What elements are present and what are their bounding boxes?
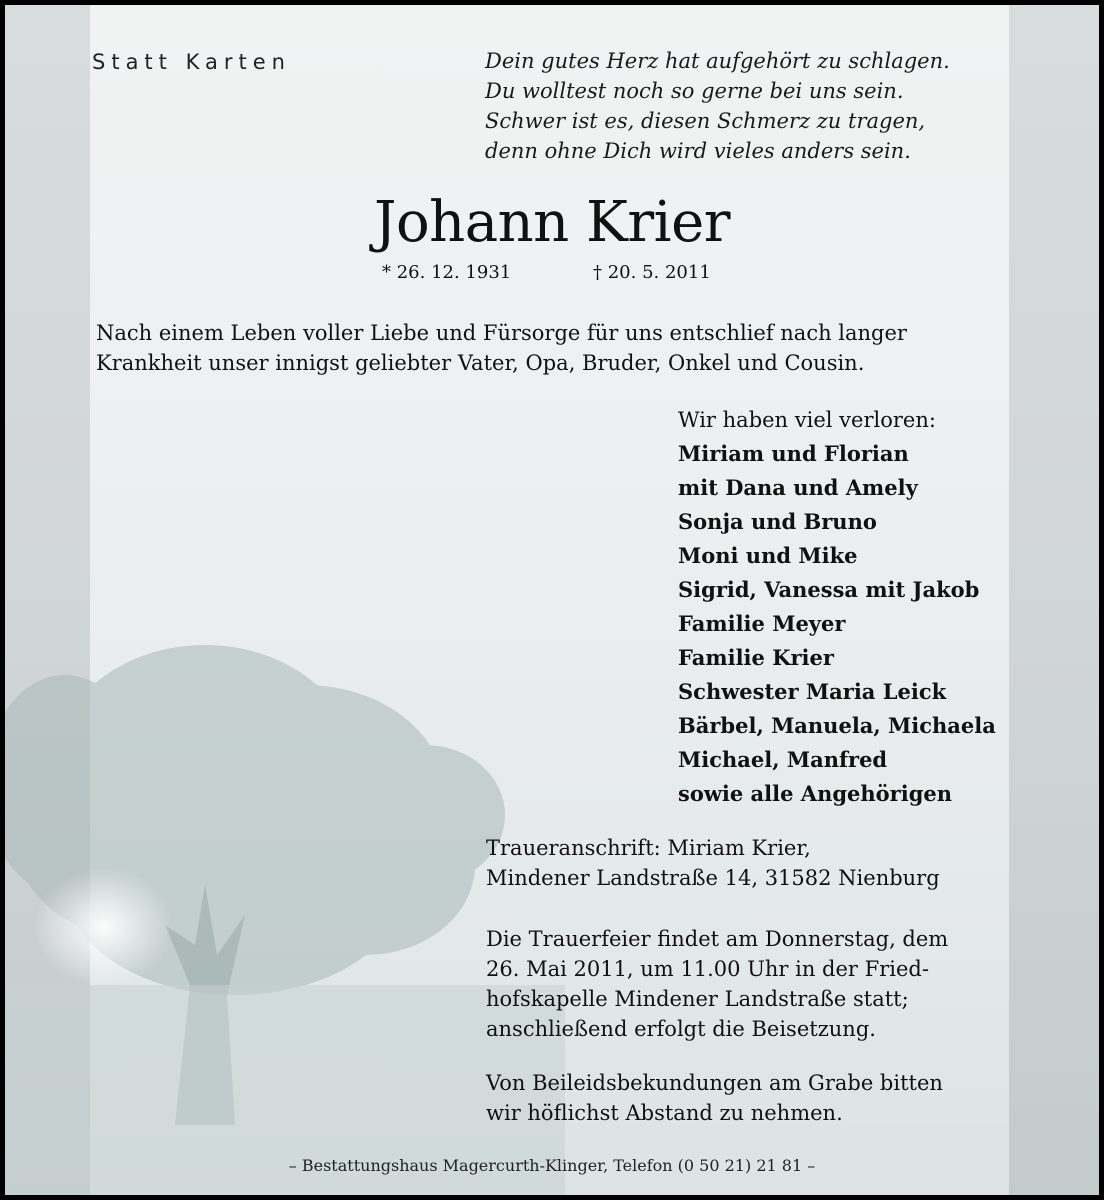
funeral-service-info <box>486 924 1006 1044</box>
mourning-address <box>486 833 940 893</box>
poem-line: denn ohne Dich wird vieles anders sein. <box>485 139 911 163</box>
intro-line: Krankheit unser innigst geliebter Vater, Opa, Bruder, Onkel und Cousin. <box>96 351 865 375</box>
survivor-name: Moni und Mike <box>678 543 858 568</box>
death-date: † 20. 5. 2011 <box>593 262 711 283</box>
funeral-home-footer: – Bestattungshaus Magercurth-Klinger, Telefon (0 50 21) 21 81 – <box>288 1156 816 1175</box>
poem-line: Schwer ist es, diesen Schmerz zu tragen, <box>485 109 926 133</box>
survivor-name: Sigrid, Vanessa mit Jakob <box>678 577 980 602</box>
survivors-list <box>678 403 996 811</box>
address-line: Traueranschrift: Miriam Krier, <box>486 836 811 860</box>
intro-line: Nach einem Leben voller Liebe und Fürsorge für uns entschlief nach langer <box>96 321 907 345</box>
survivor-name: mit Dana und Amely <box>678 475 918 500</box>
service-line: anschließend erfolgt die Beisetzung. <box>486 1017 876 1041</box>
address-line: Mindener Landstraße 14, 31582 Nienburg <box>486 866 940 890</box>
survivor-name: Miriam und Florian <box>678 441 909 466</box>
condolence-line: Von Beileidsbekundungen am Grabe bitten <box>486 1071 943 1095</box>
intro-text <box>96 318 907 378</box>
poem-line: Du wolltest noch so gerne bei uns sein. <box>485 79 904 103</box>
survivor-name: Familie Krier <box>678 645 834 670</box>
survivor-name: sowie alle Angehörigen <box>678 781 953 806</box>
survivor-name: Bärbel, Manuela, Michaela <box>678 713 996 738</box>
service-line: 26. Mai 2011, um 11.00 Uhr in der Fried- <box>486 957 929 981</box>
right-margin <box>1009 5 1099 1195</box>
tree-background-image <box>5 565 565 1195</box>
survivor-name: Michael, Manfred <box>678 747 888 772</box>
memorial-poem <box>485 46 950 166</box>
deceased-name: Johann Krier <box>374 190 730 255</box>
condolence-note <box>486 1068 943 1128</box>
survivor-name: Sonja und Bruno <box>678 509 877 534</box>
survivors-lead: Wir haben viel verloren: <box>678 408 936 432</box>
birth-date: * 26. 12. 1931 <box>382 262 512 283</box>
service-line: Die Trauerfeier findet am Donnerstag, dem <box>486 927 949 951</box>
survivor-name: Familie Meyer <box>678 611 846 636</box>
statt-karten-label: Statt Karten <box>92 50 291 74</box>
poem-line: Dein gutes Herz hat aufgehört zu schlagen. <box>485 49 950 73</box>
service-line: hofskapelle Mindener Landstraße statt; <box>486 987 909 1011</box>
survivor-name: Schwester Maria Leick <box>678 679 947 704</box>
condolence-line: wir höflichst Abstand zu nehmen. <box>486 1101 843 1125</box>
